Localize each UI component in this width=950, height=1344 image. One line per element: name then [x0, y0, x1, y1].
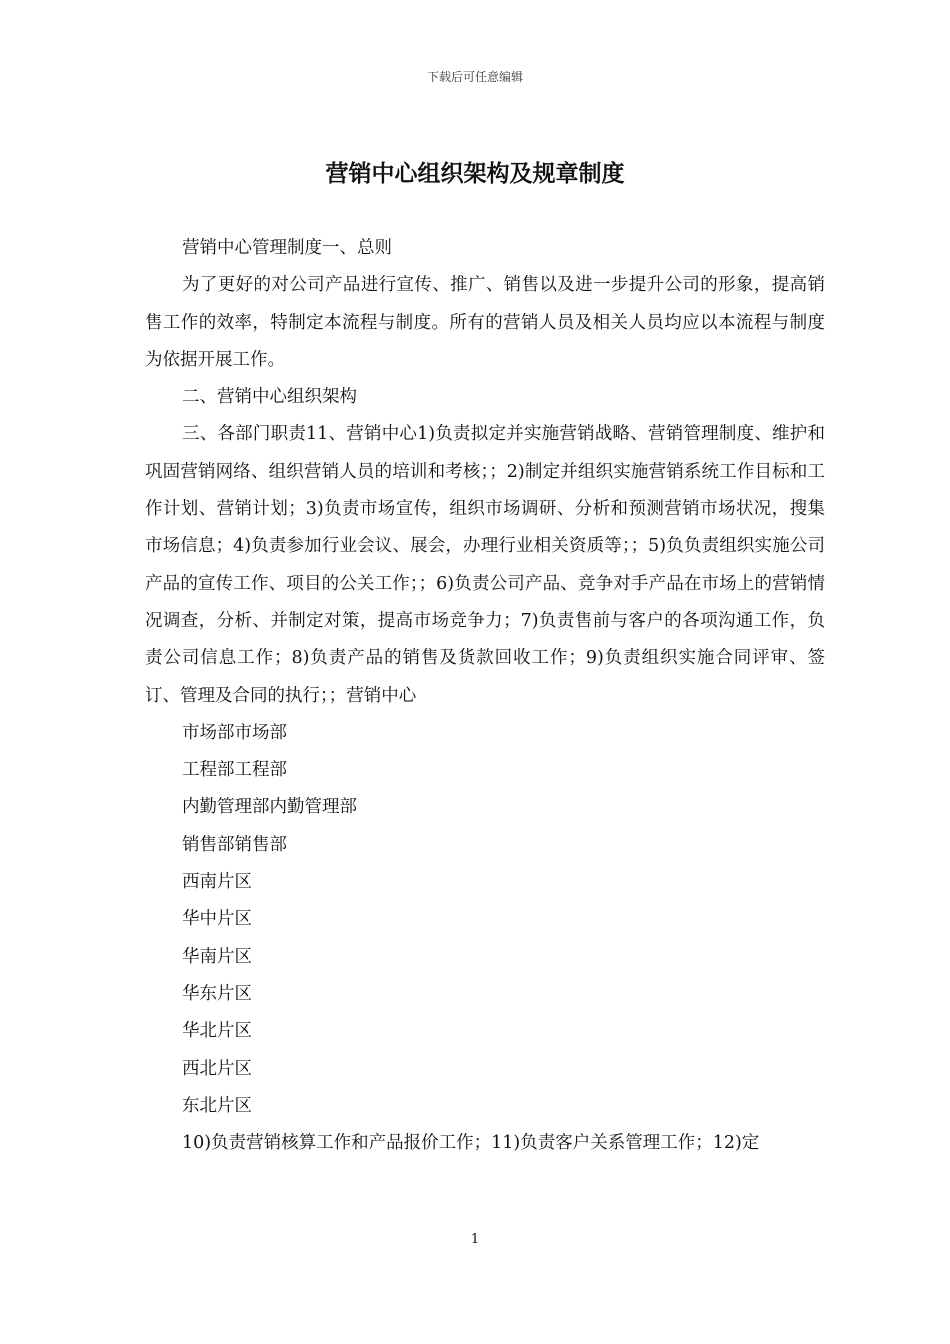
list-item-admin-dept: 内勤管理部内勤管理部: [182, 797, 357, 818]
list-item-east-region: 华东片区: [182, 983, 252, 1004]
paragraph-purpose: 为了更好的对公司产品进行宣传、推广、销售以及进一步提升公司的形象，提高销售工作的效率，特制定本流程与制度。所有的营销人员及相关人员均应以本流程与制度为依据开展工作。: [145, 275, 825, 370]
header-note: 下载后可任意编辑: [426, 70, 523, 84]
paragraph-responsibilities: 三、各部门职责11、营销中心1)负责拟定并实施营销战略、营销管理制度、维护和巩固营销网络、组织营销人员的培训和考核；；2)制定并组织实施营销系统工作目标和工作计划、营销计划；3)负责市场宣传，组织市场调研、分析和预测营销市场状况，搜集市场信息；4)负责参加行业会议、展会，办理行业相关资质等；；5)负负责组织实施公司产品的宣传工作、项目的公关工作；；6)负责公司产品、竞争对手产品在市场上的营销情况调查，分析、并制定对策，提高市场竞争力；7)负责售前与客户的各项沟通工作，负责公司信息工作；8)负责产品的销售及货款回收工作；9)负责组织实施合同评审、签订、管理及合同的执行；；营销中心: [145, 424, 825, 706]
list-item-engineering-dept: 工程部工程部: [182, 760, 287, 781]
paragraph-org-structure: 二、营销中心组织架构: [182, 387, 357, 408]
list-item-northwest-region: 西北片区: [182, 1058, 252, 1079]
list-item-sales-dept: 销售部销售部: [182, 834, 287, 855]
paragraph-general: 营销中心管理制度一、总则: [182, 238, 392, 258]
list-item-central-region: 华中片区: [182, 909, 252, 930]
list-item-southwest-region: 西南片区: [182, 872, 252, 893]
list-item-north-region: 华北片区: [182, 1021, 252, 1042]
document-body: [145, 230, 825, 1162]
list-item-northeast-region: 东北片区: [182, 1095, 252, 1116]
list-item-market-dept: 市场部市场部: [182, 722, 287, 743]
page-number: 1: [470, 1232, 480, 1247]
document-title: 营销中心组织架构及规章制度: [325, 160, 625, 187]
paragraph-more-responsibilities: 10)负责营销核算工作和产品报价工作；11)负责客户关系管理工作；12)定: [182, 1133, 760, 1154]
list-item-south-region: 华南片区: [182, 946, 252, 967]
